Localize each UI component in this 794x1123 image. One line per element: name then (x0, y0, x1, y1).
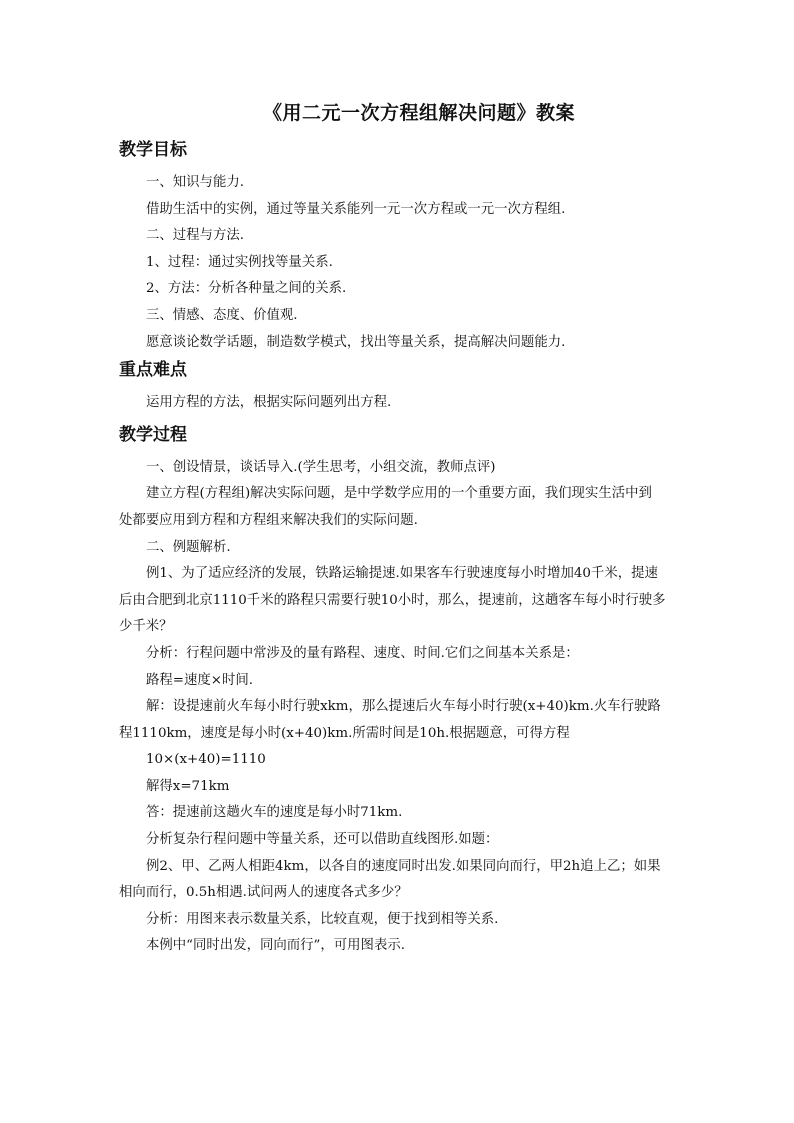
heading-teaching-process: 教学过程 (119, 424, 187, 445)
paragraph: 二、过程与方法. (146, 228, 244, 244)
paragraph: 建立方程(方程组)解决实际问题，是中学数学应用的一个重要方面，我们现实生活中到 (146, 486, 652, 502)
paragraph: 一、知识与能力. (146, 175, 244, 190)
analysis-3: 分析：用图来表示数量关系，比较直观，便于找到相等关系. (146, 911, 499, 927)
equation: 10×(x+40)=1110 (146, 752, 266, 768)
analysis-1: 分析：行程问题中常涉及的量有路程、速度、时间.它们之间基本关系是： (146, 645, 579, 661)
document-body (119, 136, 679, 960)
paragraph-continuation: 处都要应用到方程和方程组来解决我们的实际问题. (119, 512, 418, 528)
example-1-continuation: 后由合肥到北京1110千米的路程只需要行驶10小时，那么，提速前，这趟客车每小时行驶多 (119, 592, 666, 608)
example-2: 例2、甲、乙两人相距4km，以各自的速度同时出发.如果同向而行，甲2h追上乙；如果 (146, 858, 661, 874)
paragraph: 二、例题解析. (146, 539, 231, 555)
solution: 解：设提速前火车每小时行驶xkm，那么提速后火车每小时行驶(x+40)km.火车行驶路 (146, 699, 661, 715)
solved-value: 解得x=71km (146, 778, 230, 794)
paragraph: 1、过程：通过实例找等量关系. (146, 254, 333, 270)
example-1: 例1、为了适应经济的发展，铁路运输提速.如果客车行驶速度每小时增加40千米，提速 (146, 566, 658, 582)
heading-key-points: 重点难点 (119, 360, 187, 381)
formula: 路程=速度×时间. (146, 672, 254, 688)
paragraph: 一、创设情景，谈话导入.(学生思考，小组交流，教师点评) (146, 459, 496, 475)
analysis-2: 分析复杂行程问题中等量关系，还可以借助直线图形.如题： (146, 832, 499, 848)
example-1-continuation: 少千米？ (119, 619, 173, 635)
paragraph: 愿意谈论数学话题，制造数学模式，找出等量关系，提高解决问题能力. (146, 334, 566, 350)
paragraph: 三、情感、态度、价值观. (146, 307, 298, 323)
solution-continuation: 程1110km，速度是每小时(x+40)km.所需时间是10h.根据题意，可得方程 (119, 725, 570, 741)
paragraph: 借助生活中的实例，通过等量关系能列一元一次方程或一元一次方程组. (146, 201, 566, 217)
example-2-continuation: 相向而行，0.5h相遇.试问两人的速度各式多少？ (119, 885, 408, 901)
page-title: 《用二元一次方程组解决问题》教案 (262, 102, 575, 124)
paragraph: 2、方法：分析各种量之间的关系. (146, 281, 347, 297)
answer: 答：提速前这趟火车的速度是每小时71km. (146, 805, 403, 821)
heading-teaching-objectives: 教学目标 (119, 140, 187, 160)
paragraph: 运用方程的方法，根据实际问题列出方程. (146, 395, 392, 411)
paragraph: 本例中“同时出发，同向而行”，可用图表示. (146, 938, 405, 954)
